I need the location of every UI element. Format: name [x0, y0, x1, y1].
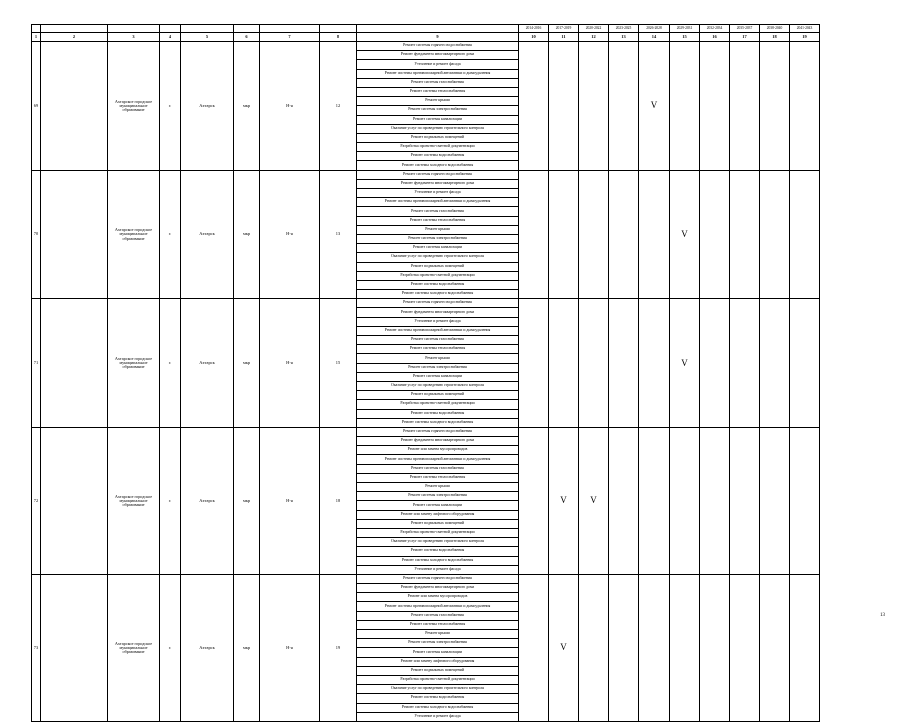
work-type: Ремонт системы горячего водоснабжения	[357, 574, 519, 583]
period-mark	[639, 427, 670, 574]
work-type: Ремонт фундамента многоквартирного дома	[357, 179, 519, 188]
work-type: Ремонт крыши	[357, 97, 519, 106]
period-mark	[700, 299, 730, 428]
period-mark	[639, 574, 670, 721]
header-blank-cell	[41, 25, 108, 33]
work-type: Утепление и ремонт фасада	[357, 565, 519, 574]
period-mark	[730, 574, 760, 721]
work-type: Ремонт крыши	[357, 630, 519, 639]
period-header: 2032-2034	[700, 25, 730, 33]
period-header: 2035-2037	[730, 25, 760, 33]
table-row	[32, 42, 820, 51]
period-mark	[790, 574, 820, 721]
period-header: 2023-2025	[609, 25, 639, 33]
settlement-name: Ахтарск	[181, 574, 234, 721]
work-type: Разработка проектно-сметной документации	[357, 400, 519, 409]
period-mark	[760, 170, 790, 299]
work-type: Разработка проектно-сметной документации	[357, 528, 519, 537]
period-header: 2029-2031	[670, 25, 700, 33]
work-type: Ремонт подвальных помещений	[357, 519, 519, 528]
period-mark	[549, 42, 579, 171]
period-mark: V	[670, 170, 700, 299]
settlement-name: Ахтарск	[181, 42, 234, 171]
settlement-name: Ахтарск	[181, 299, 234, 428]
work-type: Ремонт фундамента многоквартирного дома	[357, 51, 519, 60]
row-number: 69	[32, 42, 41, 171]
work-type: Ремонт системы газоснабжения	[357, 78, 519, 87]
work-type: Ремонт подвальных помещений	[357, 391, 519, 400]
work-type: Разработка проектно-сметной документации	[357, 271, 519, 280]
row-number: 73	[32, 574, 41, 721]
work-type: Ремонт системы электроснабжения	[357, 639, 519, 648]
work-type: Ремонт фундамента многоквартирного дома	[357, 437, 519, 446]
table-row	[32, 170, 820, 179]
column-number: 15	[670, 33, 700, 42]
period-mark: V	[549, 427, 579, 574]
street-name: Н-я	[260, 299, 320, 428]
work-type: Ремонт системы газоснабжения	[357, 207, 519, 216]
work-type: Ремонт системы водоснабжения	[357, 152, 519, 161]
work-type: Ремонт системы противопожарной автоматики и дымоудаления	[357, 602, 519, 611]
work-type: Ремонт системы водоснабжения	[357, 547, 519, 556]
period-mark	[700, 42, 730, 171]
municipality: Ахтарское городское муниципальное образование	[108, 299, 160, 428]
work-type: Ремонт системы горячего водоснабжения	[357, 299, 519, 308]
street-name: Н-я	[260, 574, 320, 721]
settlement-name: Ахтарск	[181, 427, 234, 574]
period-mark	[579, 170, 609, 299]
period-mark	[579, 574, 609, 721]
work-type: Ремонт фундамента многоквартирного дома	[357, 584, 519, 593]
period-mark	[730, 42, 760, 171]
municipality: Ахтарское городское муниципальное образование	[108, 427, 160, 574]
row-number: 72	[32, 427, 41, 574]
work-type: Ремонт системы газоснабжения	[357, 611, 519, 620]
period-mark	[790, 42, 820, 171]
period-mark	[579, 299, 609, 428]
work-type: Ремонт системы канализации	[357, 372, 519, 381]
column-number: 5	[181, 33, 234, 42]
period-mark	[609, 42, 639, 171]
period-mark	[519, 574, 549, 721]
work-type: Утепление и ремонт фасада	[357, 712, 519, 721]
period-mark	[609, 170, 639, 299]
settlement-type: г.	[160, 427, 181, 574]
work-type: Разработка проектно-сметной документации	[357, 675, 519, 684]
period-mark	[519, 42, 549, 171]
work-type: Утепление и ремонт фасада	[357, 189, 519, 198]
column-number: 11	[549, 33, 579, 42]
period-mark	[609, 299, 639, 428]
work-type: Ремонт системы противопожарной автоматики и дымоудаления	[357, 198, 519, 207]
street-type: мкр	[234, 42, 260, 171]
street-name: Н-я	[260, 170, 320, 299]
header-blank-cell	[320, 25, 357, 33]
work-type: Ремонт системы противопожарной автоматики и дымоудаления	[357, 326, 519, 335]
municipality: Ахтарское городское муниципальное образование	[108, 170, 160, 299]
period-header: 2014-2016	[519, 25, 549, 33]
header-blank-cell	[160, 25, 181, 33]
work-type: Ремонт крыши	[357, 354, 519, 363]
work-type: Ремонт системы противопожарной автоматики и дымоудаления	[357, 69, 519, 78]
street-type: мкр	[234, 299, 260, 428]
header-blank-cell	[234, 25, 260, 33]
house-number: 19	[320, 574, 357, 721]
column-number: 1	[32, 33, 41, 42]
period-mark	[579, 42, 609, 171]
work-type: Разработка проектно-сметной документации	[357, 143, 519, 152]
column-number: 2	[41, 33, 108, 42]
period-mark	[670, 42, 700, 171]
period-header: 2020-2022	[579, 25, 609, 33]
work-type: Оказание услуг по проведению строительного контроля	[357, 381, 519, 390]
period-mark	[760, 427, 790, 574]
row-number: 71	[32, 299, 41, 428]
column-number: 8	[320, 33, 357, 42]
street-name: Н-я	[260, 42, 320, 171]
house-number: 18	[320, 427, 357, 574]
work-type: Ремонт системы холодного водоснабжения	[357, 290, 519, 299]
work-type: Ремонт системы противопожарной автоматики и дымоудаления	[357, 455, 519, 464]
work-type: Ремонт системы холодного водоснабжения	[357, 556, 519, 565]
work-type: Ремонт или замену лифтового оборудования	[357, 657, 519, 666]
column-number: 16	[700, 33, 730, 42]
row-number: 70	[32, 170, 41, 299]
header-blank-cell	[260, 25, 320, 33]
work-type: Ремонт или замена мусоропроводов	[357, 446, 519, 455]
work-type: Ремонт системы горячего водоснабжения	[357, 170, 519, 179]
period-mark	[519, 170, 549, 299]
period-mark	[519, 299, 549, 428]
street-name: Н-я	[260, 427, 320, 574]
work-type: Ремонт системы теплоснабжения	[357, 216, 519, 225]
period-mark: V	[639, 42, 670, 171]
work-type: Ремонт системы водоснабжения	[357, 694, 519, 703]
blank-cell	[41, 170, 108, 299]
period-header-row	[32, 25, 820, 33]
work-type: Ремонт или замену лифтового оборудования	[357, 510, 519, 519]
work-type: Утепление и ремонт фасада	[357, 317, 519, 326]
work-type: Ремонт системы горячего водоснабжения	[357, 427, 519, 436]
work-type: Оказание услуг по проведению строительного контроля	[357, 538, 519, 547]
capital-repair-table	[31, 24, 820, 722]
work-type: Ремонт системы водоснабжения	[357, 280, 519, 289]
period-mark	[730, 427, 760, 574]
period-header: 2026-2028	[639, 25, 670, 33]
period-mark	[790, 170, 820, 299]
period-mark	[700, 427, 730, 574]
settlement-type: г.	[160, 299, 181, 428]
work-type: Ремонт системы канализации	[357, 115, 519, 124]
blank-cell	[41, 299, 108, 428]
column-number: 14	[639, 33, 670, 42]
work-type: Ремонт системы электроснабжения	[357, 363, 519, 372]
column-number: 7	[260, 33, 320, 42]
column-number: 10	[519, 33, 549, 42]
period-mark	[760, 42, 790, 171]
header-blank-cell	[32, 25, 41, 33]
work-type: Ремонт или замена мусоропроводов	[357, 593, 519, 602]
period-mark	[609, 574, 639, 721]
work-type: Ремонт фундамента многоквартирного дома	[357, 308, 519, 317]
column-number: 13	[609, 33, 639, 42]
column-number: 9	[357, 33, 519, 42]
period-header: 2038-2040	[760, 25, 790, 33]
work-type: Ремонт системы канализации	[357, 501, 519, 510]
work-type: Ремонт системы канализации	[357, 648, 519, 657]
table-row	[32, 299, 820, 308]
work-type: Ремонт системы газоснабжения	[357, 464, 519, 473]
period-mark	[549, 170, 579, 299]
header-blank-cell	[108, 25, 160, 33]
table-row	[32, 427, 820, 436]
work-type: Ремонт системы теплоснабжения	[357, 473, 519, 482]
period-mark: V	[579, 427, 609, 574]
work-type: Ремонт системы канализации	[357, 244, 519, 253]
period-mark: V	[549, 574, 579, 721]
work-type: Оказание услуг по проведению строительного контроля	[357, 253, 519, 262]
work-type: Оказание услуг по проведению строительного контроля	[357, 685, 519, 694]
header-blank-cell	[357, 25, 519, 33]
period-mark	[519, 427, 549, 574]
street-type: мкр	[234, 170, 260, 299]
column-number-row	[32, 33, 820, 42]
period-mark	[760, 299, 790, 428]
work-type: Ремонт системы газоснабжения	[357, 336, 519, 345]
column-number: 17	[730, 33, 760, 42]
house-number: 15	[320, 299, 357, 428]
period-mark	[639, 170, 670, 299]
blank-cell	[41, 42, 108, 171]
settlement-type: г.	[160, 42, 181, 171]
street-type: мкр	[234, 427, 260, 574]
work-type: Оказание услуг по проведению строительного контроля	[357, 124, 519, 133]
period-mark	[700, 170, 730, 299]
period-mark	[639, 299, 670, 428]
period-mark	[760, 574, 790, 721]
work-type: Ремонт крыши	[357, 225, 519, 234]
work-type: Ремонт системы горячего водоснабжения	[357, 42, 519, 51]
settlement-name: Ахтарск	[181, 170, 234, 299]
work-type: Ремонт системы холодного водоснабжения	[357, 418, 519, 427]
work-type: Утепление и ремонт фасада	[357, 60, 519, 69]
work-type: Ремонт системы электроснабжения	[357, 106, 519, 115]
period-mark: V	[670, 299, 700, 428]
municipality: Ахтарское городское муниципальное образование	[108, 42, 160, 171]
work-type: Ремонт системы водоснабжения	[357, 409, 519, 418]
blank-cell	[41, 427, 108, 574]
work-type: Ремонт подвальных помещений	[357, 666, 519, 675]
period-header: 2041-2043	[790, 25, 820, 33]
period-mark	[790, 299, 820, 428]
period-mark	[730, 170, 760, 299]
column-number: 12	[579, 33, 609, 42]
column-number: 4	[160, 33, 181, 42]
work-type: Ремонт подвальных помещений	[357, 262, 519, 271]
column-number: 3	[108, 33, 160, 42]
period-mark	[670, 574, 700, 721]
work-type: Ремонт подвальных помещений	[357, 133, 519, 142]
header-blank-cell	[181, 25, 234, 33]
work-type: Ремонт системы холодного водоснабжения	[357, 703, 519, 712]
period-mark	[609, 427, 639, 574]
work-type: Ремонт системы теплоснабжения	[357, 620, 519, 629]
period-mark	[549, 299, 579, 428]
house-number: 12	[320, 42, 357, 171]
column-number: 18	[760, 33, 790, 42]
work-type: Ремонт крыши	[357, 483, 519, 492]
column-number: 6	[234, 33, 260, 42]
column-number: 19	[790, 33, 820, 42]
settlement-type: г.	[160, 574, 181, 721]
house-number: 13	[320, 170, 357, 299]
work-type: Ремонт системы теплоснабжения	[357, 345, 519, 354]
page-number: 13	[880, 613, 885, 618]
municipality: Ахтарское городское муниципальное образование	[108, 574, 160, 721]
blank-cell	[41, 574, 108, 721]
period-header: 2017-2019	[549, 25, 579, 33]
period-mark	[790, 427, 820, 574]
work-type: Ремонт системы электроснабжения	[357, 234, 519, 243]
work-type: Ремонт системы холодного водоснабжения	[357, 161, 519, 170]
work-type: Ремонт системы теплоснабжения	[357, 87, 519, 96]
work-type: Ремонт системы электроснабжения	[357, 492, 519, 501]
period-mark	[700, 574, 730, 721]
period-mark	[670, 427, 700, 574]
settlement-type: г.	[160, 170, 181, 299]
street-type: мкр	[234, 574, 260, 721]
period-mark	[730, 299, 760, 428]
table-row	[32, 574, 820, 583]
